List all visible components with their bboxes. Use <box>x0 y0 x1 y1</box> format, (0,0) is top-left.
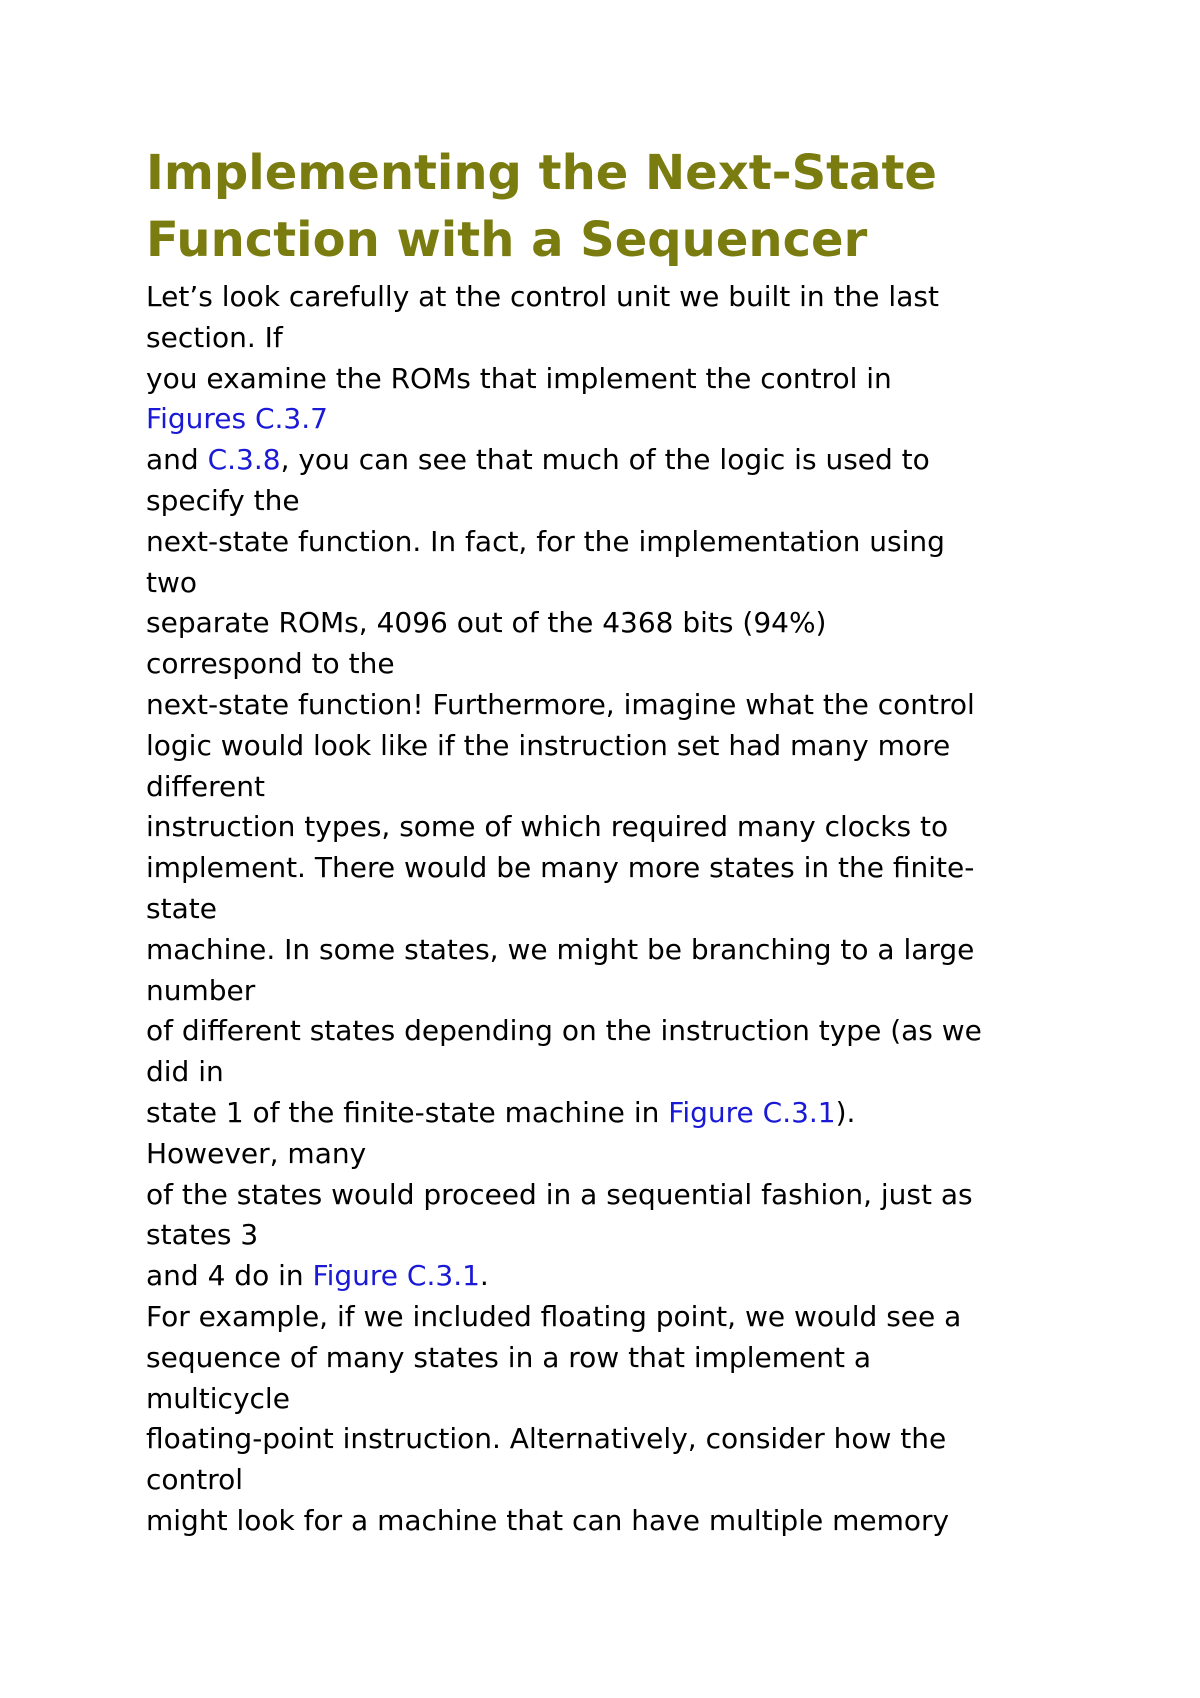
heading-line-1: Implementing the Next-State <box>146 145 937 201</box>
text-line <box>146 767 1106 808</box>
text-line <box>146 1460 1106 1501</box>
text-segment: state <box>146 891 217 925</box>
text-line <box>146 807 1106 848</box>
text-line <box>146 1501 1106 1542</box>
text-segment: correspond to the <box>146 647 395 681</box>
text-segment: However, many <box>146 1136 367 1170</box>
figure-link[interactable]: Figures C.3.7 <box>146 402 328 436</box>
text-segment: two <box>146 565 198 599</box>
figure-link[interactable]: C.3.8 <box>207 443 281 477</box>
text-segment: of the states would proceed in a sequential fashion, just as <box>146 1177 973 1211</box>
figure-link[interactable]: Figure C.3.1 <box>312 1259 480 1293</box>
text-line <box>146 848 1106 889</box>
text-line <box>146 726 1106 767</box>
text-segment: states 3 <box>146 1218 259 1252</box>
text-segment: next-state function! Furthermore, imagine what the control <box>146 687 975 721</box>
text-segment: floating-point instruction. Alternatively, consider how the <box>146 1422 947 1456</box>
text-line <box>146 277 1106 318</box>
text-segment: of different states depending on the instruction type (as we <box>146 1014 982 1048</box>
text-line <box>146 1379 1106 1420</box>
text-line <box>146 1297 1106 1338</box>
text-segment: logic would look like if the instruction set had many more <box>146 728 951 762</box>
text-segment: control <box>146 1463 244 1497</box>
text-segment: sequence of many states in a row that implement a <box>146 1340 871 1374</box>
text-segment: and 4 do in <box>146 1259 313 1293</box>
text-segment: multicycle <box>146 1381 290 1415</box>
text-segment: might look for a machine that can have multiple memory <box>146 1503 950 1537</box>
text-line <box>146 440 1106 481</box>
text-line <box>146 399 1106 440</box>
text-line <box>146 481 1106 522</box>
text-line <box>146 1052 1106 1093</box>
text-segment: number <box>146 973 256 1007</box>
heading-line-2: Function with a Sequencer <box>146 212 868 268</box>
text-segment: instruction types, some of which required many clocks to <box>146 810 949 844</box>
text-line <box>146 685 1106 726</box>
text-line <box>146 1256 1106 1297</box>
text-segment: ). <box>835 1095 856 1129</box>
text-line <box>146 1419 1106 1460</box>
text-segment: machine. In some states, we might be branching to a large <box>146 932 975 966</box>
text-line <box>146 1093 1106 1134</box>
text-line <box>146 971 1106 1012</box>
text-segment: you examine the ROMs that implement the control in <box>146 361 892 395</box>
text-line <box>146 1175 1106 1216</box>
text-line <box>146 1011 1106 1052</box>
text-line <box>146 889 1106 930</box>
text-line <box>146 644 1106 685</box>
text-line <box>146 1134 1106 1175</box>
text-line <box>146 359 1106 400</box>
figure-link[interactable]: Figure C.3.1 <box>668 1095 836 1129</box>
text-line <box>146 318 1106 359</box>
text-segment: separate ROMs, 4096 out of the 4368 bits (94%) <box>146 606 827 640</box>
body-paragraph <box>146 277 1106 1542</box>
text-line <box>146 1215 1106 1256</box>
section-heading <box>146 140 1106 274</box>
text-line <box>146 603 1106 644</box>
text-segment: , you can see that much of the logic is used to <box>280 443 930 477</box>
text-segment: and <box>146 443 208 477</box>
text-segment: specify the <box>146 483 300 517</box>
text-segment: did in <box>146 1055 224 1089</box>
text-line <box>146 930 1106 971</box>
text-line <box>146 522 1106 563</box>
text-segment: For example, if we included floating point, we would see a <box>146 1299 962 1333</box>
text-segment: . <box>479 1259 489 1293</box>
text-segment: state 1 of the finite-state machine in <box>146 1095 669 1129</box>
text-segment: next-state function. In fact, for the implementation using <box>146 524 945 558</box>
text-segment: different <box>146 769 265 803</box>
text-line <box>146 1338 1106 1379</box>
text-segment: implement. There would be many more states in the finite- <box>146 851 975 885</box>
text-segment: Let’s look carefully at the control unit we built in the last <box>146 280 939 313</box>
text-line <box>146 563 1106 604</box>
text-segment: section. If <box>146 320 283 354</box>
